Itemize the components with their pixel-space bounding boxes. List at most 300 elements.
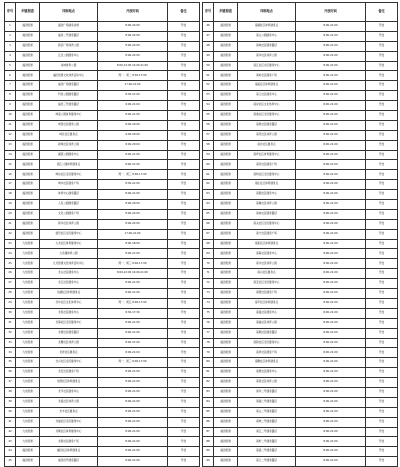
cell-street: 福田街道 xyxy=(16,31,40,41)
cell-open-time: 8:00-21:00 xyxy=(98,417,168,427)
cell-note: 开放 xyxy=(168,417,200,427)
cell-open-time: 8:00-12:00 14:00-21:00 xyxy=(98,269,168,279)
cell-street: 九龙街道 xyxy=(16,328,40,338)
cell-street: 九龙街道 xyxy=(16,368,40,378)
table-row xyxy=(5,219,200,229)
cell-street: 福田街道 xyxy=(16,81,40,91)
cell-index: 74 xyxy=(203,298,214,308)
cell-location: 南湖社区体育健身点 xyxy=(238,22,296,32)
cell-street: 福田街道 xyxy=(214,358,238,368)
table-row xyxy=(5,358,200,368)
cell-location: 南岭二号健身路径 xyxy=(238,437,296,447)
cell-open-time: 8:00-22:00 xyxy=(98,209,168,219)
cell-street: 福田街道 xyxy=(16,457,40,467)
table-row xyxy=(5,308,200,318)
cell-note: 开放 xyxy=(366,407,398,417)
cell-street: 福田街道 xyxy=(214,111,238,121)
table-row xyxy=(5,407,200,417)
table-row xyxy=(203,81,398,91)
cell-open-time: 8:00-21:00 xyxy=(296,71,366,81)
cell-location: 人民公园健身路径 xyxy=(40,200,98,210)
cell-note: 开放 xyxy=(366,269,398,279)
cell-location: 南丰社区体育公园 xyxy=(238,259,296,269)
cell-location: 新华社区体育公园 xyxy=(40,219,98,229)
cell-location: 福田二号健身路径 xyxy=(40,31,98,41)
cell-note: 开放 xyxy=(168,91,200,101)
cell-street: 福田街道 xyxy=(214,22,238,32)
cell-index: 58 xyxy=(203,140,214,150)
table-row xyxy=(5,81,200,91)
cell-location: 城南公园体育健身中心 xyxy=(40,111,98,121)
cell-note: 开放 xyxy=(168,259,200,269)
cell-location: 南门社区健身中心 xyxy=(238,91,296,101)
table-row xyxy=(203,328,398,338)
cell-street: 福田街道 xyxy=(214,427,238,437)
cell-street: 福田街道 xyxy=(214,229,238,239)
table-row xyxy=(203,348,398,358)
cell-note: 开放 xyxy=(366,298,398,308)
table-row xyxy=(203,318,398,328)
cell-open-time: 8:00-20:00 xyxy=(98,200,168,210)
table-header-row xyxy=(203,3,398,22)
cell-index: 20 xyxy=(5,209,16,219)
cell-note: 开放 xyxy=(366,368,398,378)
cell-location: 龙华社区文化体育中心 xyxy=(40,298,98,308)
cell-index: 87 xyxy=(203,427,214,437)
cell-open-time: 8:00-21:00 xyxy=(296,91,366,101)
cell-location: 南祥社区健身广场 xyxy=(238,348,296,358)
cell-street: 九龙街道 xyxy=(16,417,40,427)
cell-note: 开放 xyxy=(366,209,398,219)
cell-open-time: 8:00-21:00 xyxy=(296,200,366,210)
table-row xyxy=(203,457,398,467)
cell-open-time: 8:00-21:00 xyxy=(98,289,168,299)
cell-open-time: 8:00-21:00 xyxy=(296,51,366,61)
cell-location: 龙平社区健身中心 xyxy=(40,387,98,397)
cell-open-time: 周一、周三 8:00-17:00 xyxy=(98,358,168,368)
cell-location: 南岭社区健身广场 xyxy=(238,71,296,81)
cell-index: 59 xyxy=(203,150,214,160)
cell-index: 28 xyxy=(5,289,16,299)
cell-note: 开放 xyxy=(168,160,200,170)
cell-index: 46 xyxy=(203,22,214,32)
cell-location: 滨江公园体育健身点 xyxy=(40,160,98,170)
table-row xyxy=(5,298,200,308)
cell-open-time: 8:00-21:00 xyxy=(296,219,366,229)
table-row xyxy=(203,338,398,348)
cell-location: 南平社区体育健身点 xyxy=(238,298,296,308)
cell-street: 福田街道 xyxy=(16,111,40,121)
cell-location: 南塘社区体育公园 xyxy=(238,200,296,210)
cell-note: 开放 xyxy=(366,140,398,150)
cell-note: 开放 xyxy=(168,51,200,61)
table-row xyxy=(203,22,398,32)
cell-street: 福田街道 xyxy=(16,200,40,210)
table-row xyxy=(5,190,200,200)
cell-street: 福田街道 xyxy=(214,31,238,41)
cell-location: 南林社区健身路径 xyxy=(238,209,296,219)
cell-street: 福田街道 xyxy=(214,447,238,457)
table-row xyxy=(203,397,398,407)
cell-note: 开放 xyxy=(366,397,398,407)
table-row xyxy=(203,101,398,111)
table-row xyxy=(5,338,200,348)
cell-index: 29 xyxy=(5,298,16,308)
cell-open-time: 8:00-21:00 xyxy=(296,447,366,457)
cell-index: 61 xyxy=(203,170,214,180)
cell-index: 2 xyxy=(5,31,16,41)
cell-index: 22 xyxy=(5,229,16,239)
cell-note: 开放 xyxy=(366,31,398,41)
cell-location: 龙江社区健身中心 xyxy=(40,279,98,289)
table-row xyxy=(5,120,200,130)
cell-location: 南星社区体育健身点 xyxy=(238,239,296,249)
cell-note: 开放 xyxy=(366,120,398,130)
cell-open-time: 8:00-21:00 xyxy=(296,170,366,180)
cell-location: 南港社区全民健身中心 xyxy=(238,111,296,121)
cell-note: 开放 xyxy=(366,387,398,397)
cell-index: 31 xyxy=(5,318,16,328)
cell-open-time: 8:00-21:00 xyxy=(296,318,366,328)
cell-open-time: 周一、周三 8:00-17:00 xyxy=(98,170,168,180)
cell-street: 九龙街道 xyxy=(16,407,40,417)
cell-note: 开放 xyxy=(366,328,398,338)
cell-index: 36 xyxy=(5,368,16,378)
cell-note: 开放 xyxy=(366,417,398,427)
table-row xyxy=(203,229,398,239)
cell-street: 福田街道 xyxy=(16,170,40,180)
cell-location: 龙山社区健身中心 xyxy=(40,269,98,279)
cell-street: 福田街道 xyxy=(214,338,238,348)
cell-note: 开放 xyxy=(168,190,200,200)
cell-location: 南门二号健身路径 xyxy=(238,457,296,467)
cell-note: 开放 xyxy=(168,150,200,160)
cell-location: 东城体育公园 xyxy=(40,61,98,71)
cell-note: 开放 xyxy=(366,150,398,160)
cell-open-time: 8:00-21:00 xyxy=(296,31,366,41)
cell-location: 南源社区健身中心 xyxy=(238,368,296,378)
cell-index: 85 xyxy=(203,407,214,417)
cell-open-time: 8:00-21:00 xyxy=(296,427,366,437)
cell-location: 南江二号健身路径 xyxy=(238,427,296,437)
cell-street: 福田街道 xyxy=(16,91,40,101)
cell-index: 81 xyxy=(203,368,214,378)
cell-location: 城西社区健身公园 xyxy=(40,120,98,130)
cell-index: 57 xyxy=(203,130,214,140)
cell-street: 福田街道 xyxy=(214,279,238,289)
cell-location: 南庄社区体育健身点 xyxy=(238,180,296,190)
header-location: 详细地点 xyxy=(40,3,98,22)
cell-note: 开放 xyxy=(168,41,200,51)
table-row xyxy=(5,328,200,338)
cell-open-time: 8:30-17:30 xyxy=(98,308,168,318)
table-row xyxy=(203,120,398,130)
cell-index: 6 xyxy=(5,71,16,81)
header-open-time: 开放时间 xyxy=(296,3,366,22)
cell-location: 南溪二号健身路径 xyxy=(238,447,296,457)
cell-index: 13 xyxy=(5,140,16,150)
cell-open-time: 8:00-22:00 xyxy=(98,41,168,51)
cell-note: 开放 xyxy=(168,120,200,130)
cell-street: 九龙街道 xyxy=(16,269,40,279)
cell-location: 福田社区体育健身点 xyxy=(40,447,98,457)
cell-open-time: 8:00-18:00 xyxy=(98,239,168,249)
table-row xyxy=(203,239,398,249)
table-row xyxy=(203,160,398,170)
cell-location: 福田广场健身步道 xyxy=(40,22,98,32)
cell-open-time: 8:00-21:00 xyxy=(98,348,168,358)
cell-index: 51 xyxy=(203,71,214,81)
cell-open-time: 周一、周三 8:00-17:00 xyxy=(98,259,168,269)
cell-street: 福田街道 xyxy=(16,150,40,160)
cell-note: 开放 xyxy=(366,200,398,210)
cell-index: 33 xyxy=(5,338,16,348)
cell-note: 开放 xyxy=(366,338,398,348)
cell-note: 开放 xyxy=(366,91,398,101)
cell-note: 开放 xyxy=(366,130,398,140)
cell-location: 南台社区健身点 xyxy=(238,140,296,150)
cell-open-time: 8:00-21:00 xyxy=(296,437,366,447)
cell-open-time: 8:30-21:00 xyxy=(98,91,168,101)
cell-street: 福田街道 xyxy=(214,328,238,338)
table-row xyxy=(203,91,398,101)
cell-street: 福田街道 xyxy=(214,289,238,299)
cell-note: 开放 xyxy=(366,170,398,180)
cell-open-time: 17:00-21:00 xyxy=(98,229,168,239)
cell-note: 开放 xyxy=(168,318,200,328)
cell-street: 福田街道 xyxy=(16,209,40,219)
cell-open-time: 8:00-12:00 14:00-21:00 xyxy=(98,61,168,71)
cell-street: 福田街道 xyxy=(16,101,40,111)
table-row xyxy=(203,427,398,437)
cell-index: 84 xyxy=(203,397,214,407)
cell-note: 开放 xyxy=(366,289,398,299)
cell-street: 福田街道 xyxy=(214,378,238,388)
cell-open-time: 8:00-21:00 xyxy=(296,368,366,378)
cell-index: 68 xyxy=(203,239,214,249)
table-row xyxy=(203,130,398,140)
cell-note: 开放 xyxy=(168,289,200,299)
cell-street: 九龙街道 xyxy=(16,318,40,328)
table-row xyxy=(5,368,200,378)
cell-location: 新城社区体育公园 xyxy=(40,140,98,150)
table-row xyxy=(203,249,398,259)
cell-street: 福田街道 xyxy=(214,318,238,328)
table-row xyxy=(5,31,200,41)
cell-location: 南华二号健身路径 xyxy=(238,387,296,397)
cell-index: 17 xyxy=(5,180,16,190)
cell-index: 26 xyxy=(5,269,16,279)
cell-open-time: 8:00-21:00 xyxy=(98,160,168,170)
table-row xyxy=(5,51,200,61)
cell-note: 开放 xyxy=(168,457,200,467)
cell-location: 城北社区健身点 xyxy=(40,130,98,140)
cell-open-time: 8:00-21:00 xyxy=(98,318,168,328)
cell-location: 龙顺社区体育健身中心 xyxy=(40,427,98,437)
table-row xyxy=(5,71,200,81)
cell-index: 32 xyxy=(5,328,16,338)
table-row xyxy=(203,447,398,457)
cell-open-time: 8:00-21:00 xyxy=(296,378,366,388)
cell-note: 开放 xyxy=(168,348,200,358)
cell-note: 开放 xyxy=(168,447,200,457)
cell-index: 49 xyxy=(203,51,214,61)
cell-index: 67 xyxy=(203,229,214,239)
cell-street: 福田街道 xyxy=(16,120,40,130)
cell-note: 开放 xyxy=(168,387,200,397)
cell-street: 九龙街道 xyxy=(16,279,40,289)
cell-note: 开放 xyxy=(366,111,398,121)
table-row xyxy=(203,71,398,81)
cell-street: 福田街道 xyxy=(214,259,238,269)
cell-index: 45 xyxy=(5,457,16,467)
cell-note: 开放 xyxy=(366,71,398,81)
cell-index: 86 xyxy=(203,417,214,427)
table-row xyxy=(5,387,200,397)
cell-street: 福田街道 xyxy=(214,170,238,180)
cell-location: 新区广场体育公园 xyxy=(40,41,98,51)
cell-note: 开放 xyxy=(366,348,398,358)
cell-street: 福田街道 xyxy=(16,22,40,32)
cell-note: 开放 xyxy=(168,269,200,279)
cell-open-time: 8:00-21:00 xyxy=(296,358,366,368)
cell-street: 福田街道 xyxy=(16,229,40,239)
cell-street: 福田街道 xyxy=(214,200,238,210)
cell-open-time: 8:00-21:00 xyxy=(98,338,168,348)
cell-location: 南岸社区文化体育中心 xyxy=(238,101,296,111)
cell-street: 九龙街道 xyxy=(16,387,40,397)
table-row xyxy=(203,51,398,61)
cell-location: 南福社区体育公园 xyxy=(238,318,296,328)
table-row xyxy=(203,368,398,378)
cell-index: 39 xyxy=(5,397,16,407)
cell-note: 开放 xyxy=(168,437,200,447)
cell-open-time: 8:00-20:00 xyxy=(98,140,168,150)
cell-location: 九龙街道文化体育活动中心 xyxy=(40,259,98,269)
cell-street: 福田街道 xyxy=(214,180,238,190)
cell-index: 35 xyxy=(5,358,16,368)
cell-location: 龙新社区健身广场 xyxy=(40,437,98,447)
cell-index: 24 xyxy=(5,249,16,259)
cell-index: 40 xyxy=(5,407,16,417)
table-row xyxy=(203,111,398,121)
cell-street: 福田街道 xyxy=(214,368,238,378)
cell-note: 开放 xyxy=(168,140,200,150)
cell-open-time: 8:00-21:00 xyxy=(296,407,366,417)
cell-open-time: 8:30-21:00 xyxy=(98,180,168,190)
table-row xyxy=(5,101,200,111)
cell-open-time: 8:00-21:00 xyxy=(98,190,168,200)
cell-index: 8 xyxy=(5,91,16,101)
cell-location: 南顺社区健身路径 xyxy=(238,328,296,338)
cell-street: 福田街道 xyxy=(16,130,40,140)
cell-note: 开放 xyxy=(168,61,200,71)
cell-location: 城中社区健身广场 xyxy=(40,180,98,190)
cell-note: 开放 xyxy=(168,111,200,121)
cell-open-time: 8:00-21:00 xyxy=(296,457,366,467)
cell-location: 龙安社区健身广场 xyxy=(40,368,98,378)
cell-note: 开放 xyxy=(366,358,398,368)
header-note: 备注 xyxy=(366,3,398,22)
cell-note: 开放 xyxy=(168,397,200,407)
cell-open-time: 8:00-21:00 xyxy=(296,61,366,71)
cell-open-time: 8:00-22:00 xyxy=(98,22,168,32)
cell-open-time: 8:00-21:00 xyxy=(296,298,366,308)
table-row xyxy=(203,437,398,447)
cell-index: 5 xyxy=(5,61,16,71)
cell-index: 70 xyxy=(203,259,214,269)
table-row xyxy=(203,308,398,318)
cell-open-time: 8:00-21:00 xyxy=(296,417,366,427)
cell-location: 文化公园健身广场 xyxy=(40,209,98,219)
table-row xyxy=(5,289,200,299)
cell-note: 开放 xyxy=(168,229,200,239)
table-row xyxy=(5,348,200,358)
table-row xyxy=(203,219,398,229)
cell-location: 江北公园健身中心 xyxy=(40,51,98,61)
cell-location: 体育中心健身路径 xyxy=(40,190,98,200)
cell-index: 1 xyxy=(5,22,16,32)
table-row xyxy=(5,249,200,259)
table-row xyxy=(5,91,200,101)
cell-location: 南盛社区健身中心 xyxy=(238,308,296,318)
cell-street: 福田街道 xyxy=(214,81,238,91)
cell-open-time: 8:00-21:00 xyxy=(296,279,366,289)
cell-street: 福田街道 xyxy=(214,298,238,308)
cell-street: 福田街道 xyxy=(214,101,238,111)
cell-index: 65 xyxy=(203,209,214,219)
cell-location: 科技公园健身路径 xyxy=(40,91,98,101)
cell-note: 开放 xyxy=(366,101,398,111)
cell-index: 16 xyxy=(5,170,16,180)
cell-note: 开放 xyxy=(168,239,200,249)
cell-note: 开放 xyxy=(366,318,398,328)
cell-location: 龙泉社区健身中心 xyxy=(40,308,98,318)
cell-open-time: 8:00-22:00 xyxy=(98,219,168,229)
cell-street: 九龙街道 xyxy=(16,239,40,249)
cell-note: 开放 xyxy=(366,219,398,229)
cell-open-time: 8:00-21:00 xyxy=(296,120,366,130)
header-street: 乡镇街道 xyxy=(214,3,238,22)
table-row xyxy=(5,259,200,269)
table-row xyxy=(203,41,398,51)
cell-open-time: 8:00-21:00 xyxy=(296,41,366,51)
cell-street: 福田街道 xyxy=(16,180,40,190)
cell-location: 湖滨公园健身中心 xyxy=(40,150,98,160)
cell-open-time: 8:00-21:00 xyxy=(98,111,168,121)
table-row xyxy=(5,160,200,170)
cell-index: 82 xyxy=(203,378,214,388)
cell-note: 开放 xyxy=(168,358,200,368)
cell-open-time: 8:00-21:00 xyxy=(296,22,366,32)
table-row xyxy=(5,140,200,150)
cell-street: 九龙街道 xyxy=(16,378,40,388)
cell-location: 南湖二号健身路径 xyxy=(238,397,296,407)
table-header-row xyxy=(5,3,200,22)
cell-location: 龙福社区全民健身中心 xyxy=(40,417,98,427)
cell-note: 开放 xyxy=(168,31,200,41)
cell-note: 开放 xyxy=(168,298,200,308)
cell-street: 福田街道 xyxy=(16,219,40,229)
cell-location: 南城社区健身路径 xyxy=(238,41,296,51)
cell-note: 开放 xyxy=(366,180,398,190)
cell-street: 福田街道 xyxy=(214,209,238,219)
table-row xyxy=(203,378,398,388)
cell-index: 52 xyxy=(203,81,214,91)
cell-location: 南江社区全民健身中心 xyxy=(238,61,296,71)
table-row xyxy=(203,259,398,269)
cell-index: 23 xyxy=(5,239,16,249)
